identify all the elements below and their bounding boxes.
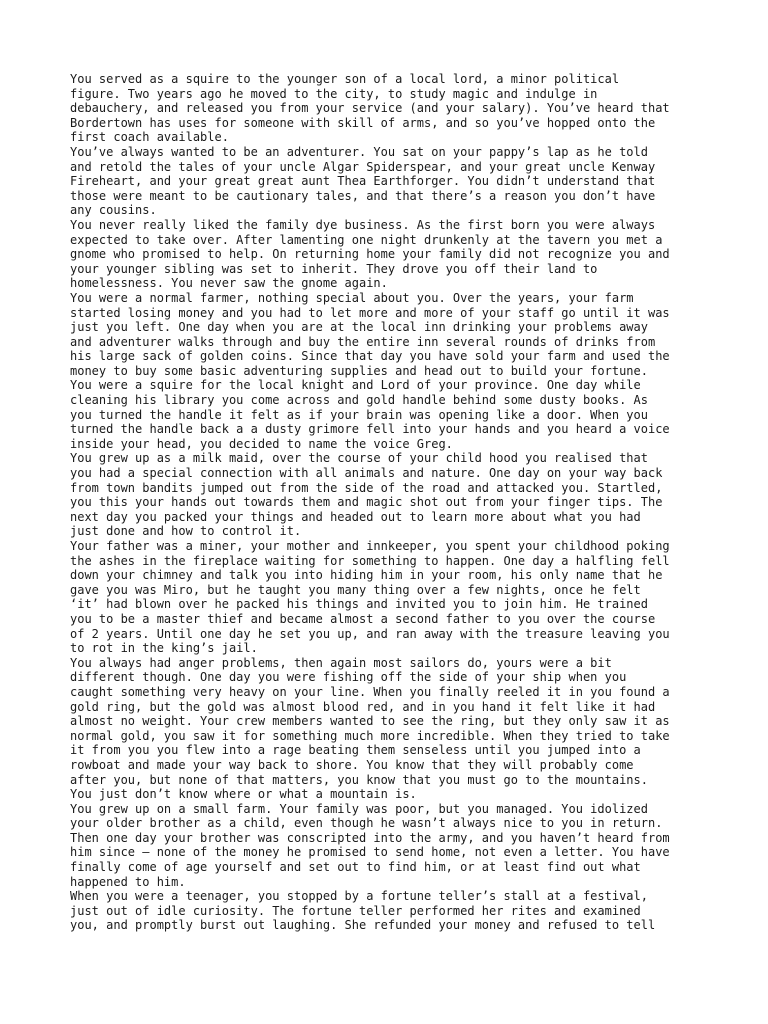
text-line: you to be a master thief and became almost a second father to you over the course xyxy=(70,611,656,626)
text-line: You served as a squire to the younger son of a local lord, a minor political xyxy=(70,72,620,86)
paragraph xyxy=(70,218,700,291)
text-line: you had a special connection with all animals and nature. One day on your way back xyxy=(70,466,663,481)
text-line: money to buy some basic adventuring supplies and head out to build your fortune. xyxy=(70,363,648,378)
text-line: different though. One day you were fishing off the side of your ship when you xyxy=(70,670,627,685)
text-line: next day you packed your things and headed out to learn more about what you had xyxy=(70,509,641,524)
text-line: to rot in the king’s jail. xyxy=(70,641,258,656)
text-line: you, and promptly burst out laughing. She refunded your money and refused to tell xyxy=(70,918,656,933)
text-line: homelessness. You never saw the gnome again. xyxy=(70,276,388,291)
text-line: cleaning his library you come across and gold handle behind some dusty books. As xyxy=(70,393,648,408)
text-line: you this your hands out towards them and magic shot out from your finger tips. The xyxy=(70,495,663,510)
text-line: You were a squire for the local knight and Lord of your province. One day while xyxy=(70,378,641,393)
paragraph xyxy=(70,145,700,218)
document-page xyxy=(70,72,700,933)
text-line: expected to take over. After lamenting one night drunkenly at the tavern you met a xyxy=(70,232,663,247)
text-line: debauchery, and released you from your service (and your salary). You’ve heard that xyxy=(70,101,670,116)
text-line: You grew up on a small farm. Your family was poor, but you managed. You idolized xyxy=(70,801,648,816)
text-line: almost no weight. Your crew members wanted to see the ring, but they only saw it as xyxy=(70,714,670,729)
text-line: and retold the tales of your uncle Algar Spiderspear, and your great uncle Kenway xyxy=(70,159,656,174)
paragraph xyxy=(70,72,700,145)
text-line: You never really liked the family dye business. As the first born you were always xyxy=(70,217,656,232)
text-line: started losing money and you had to let more and more of your staff go until it was xyxy=(70,305,670,320)
text-line: You just don’t know where or what a mountain is. xyxy=(70,787,417,802)
text-line: Your father was a miner, your mother and innkeeper, you spent your childhood poking xyxy=(70,539,670,553)
paragraph xyxy=(70,539,700,656)
text-line: the ashes in the fireplace waiting for something to happen. One day a halfling fell xyxy=(70,553,670,568)
text-line: Then one day your brother was conscripted into the army, and you haven’t heard from xyxy=(70,830,670,845)
text-line: after you, but none of that matters, you know that you must go to the mountains. xyxy=(70,772,648,787)
paragraph xyxy=(70,889,700,933)
paragraph xyxy=(70,656,700,802)
text-line: it from you you flew into a rage beating them senseless until you jumped into a xyxy=(70,743,641,758)
text-line: gnome who promised to help. On returning home your family did not recognize you and xyxy=(70,247,670,262)
text-line: Bordertown has uses for someone with skill of arms, and so you’ve hopped onto the xyxy=(70,115,656,130)
text-line: rowboat and made your way back to shore. You know that they will probably come xyxy=(70,757,634,772)
text-line: his large sack of golden coins. Since that day you have sold your farm and used the xyxy=(70,349,670,364)
text-line: caught something very heavy on your line. When you finally reeled it in you found a xyxy=(70,684,670,699)
paragraph xyxy=(70,802,700,890)
text-line: inside your head, you decided to name the voice Greg. xyxy=(70,436,453,451)
text-line: your younger sibling was set to inherit. They drove you off their land to xyxy=(70,261,598,276)
text-line: any cousins. xyxy=(70,203,157,218)
text-line: You’ve always wanted to be an adventurer. You sat on your pappy’s lap as he told xyxy=(70,144,648,159)
text-line: and adventurer walks through and buy the entire inn several rounds of drinks from xyxy=(70,334,656,349)
text-line: gold ring, but the gold was almost blood red, and in you hand it felt like it had xyxy=(70,699,656,714)
text-line: turned the handle back a a dusty grimore fell into your hands and you heard a voice xyxy=(70,422,670,437)
text-line: down your chimney and talk you into hiding him in your room, his only name that he xyxy=(70,568,663,583)
text-line: finally come of age yourself and set out to find him, or at least find out what xyxy=(70,860,641,875)
text-line: him since – none of the money he promised to send home, not even a letter. You have xyxy=(70,845,670,860)
text-line: You were a normal farmer, nothing special about you. Over the years, your farm xyxy=(70,290,634,305)
text-line: of 2 years. Until one day he set you up, and ran away with the treasure leaving you xyxy=(70,626,670,641)
paragraph xyxy=(70,378,700,451)
text-line: first coach available. xyxy=(70,130,229,145)
text-line: ‘it’ had blown over he packed his things and invited you to join him. He trained xyxy=(70,597,648,612)
text-line: figure. Two years ago he moved to the city, to study magic and indulge in xyxy=(70,86,598,101)
text-line: just you left. One day when you are at the local inn drinking your problems away xyxy=(70,320,648,335)
text-line: from town bandits jumped out from the side of the road and attacked you. Startled, xyxy=(70,480,663,495)
text-line: Fireheart, and your great great aunt Thea Earthforger. You didn’t understand that xyxy=(70,174,656,189)
text-line: When you were a teenager, you stopped by a fortune teller’s stall at a festival, xyxy=(70,889,648,904)
text-line: gave you was Miro, but he taught you many thing over a few nights, once he felt xyxy=(70,582,641,597)
paragraph xyxy=(70,451,700,539)
text-line: happened to him. xyxy=(70,874,186,889)
text-line: normal gold, you saw it for something much more incredible. When they tried to take xyxy=(70,728,670,743)
text-line: just done and how to control it. xyxy=(70,524,302,539)
text-line: you turned the handle it felt as if your brain was opening like a door. When you xyxy=(70,407,648,422)
text-line: You always had anger problems, then again most sailors do, yours were a bit xyxy=(70,655,612,670)
text-line: just out of idle curiosity. The fortune teller performed her rites and examined xyxy=(70,903,641,918)
text-line: those were meant to be cautionary tales, and that there’s a reason you don’t have xyxy=(70,188,656,203)
paragraph xyxy=(70,291,700,379)
text-line: your older brother as a child, even though he wasn’t always nice to you in return. xyxy=(70,816,663,831)
text-line: You grew up as a milk maid, over the course of your child hood you realised that xyxy=(70,451,648,466)
